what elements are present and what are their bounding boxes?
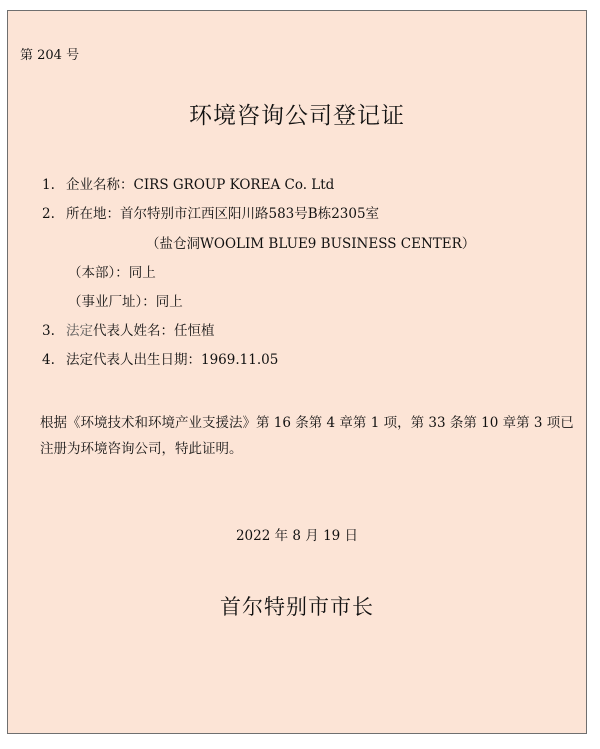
certificate xyxy=(7,10,587,734)
item-value: 1969.11.05 xyxy=(201,352,279,368)
item-value: 首尔特别市江西区阳川路583号B栋2305室 xyxy=(120,206,380,222)
issue-date: 2022 年 8 月 19 日 xyxy=(235,528,359,544)
headquarters-value: 同上 xyxy=(128,265,156,281)
item-label: 代表人姓名： xyxy=(93,323,174,339)
item-index: 3. xyxy=(42,323,55,339)
item-value: 任恒植 xyxy=(174,323,215,339)
certificate-number: 第 204 号 xyxy=(20,48,80,63)
item-company-name xyxy=(42,173,334,193)
item-index: 1. xyxy=(42,177,55,193)
factory-label: （事业厂址）： xyxy=(68,294,156,310)
item-value: CIRS GROUP KOREA Co. Ltd xyxy=(133,177,335,193)
factory-line xyxy=(68,290,183,310)
item-label-prefix: 法定 xyxy=(66,323,93,339)
item-representative-birthdate xyxy=(42,348,278,368)
headquarters-line xyxy=(68,261,156,281)
address-line-2: （盐仓洞WOOLIM BLUE9 BUSINESS CENTER） xyxy=(146,236,476,252)
item-index: 4. xyxy=(42,352,55,368)
item-label: 企业名称： xyxy=(66,177,134,193)
issuer: 首尔特别市市长 xyxy=(220,595,374,619)
item-representative-name xyxy=(42,319,215,339)
factory-value: 同上 xyxy=(155,294,183,310)
item-index: 2. xyxy=(42,206,55,222)
item-location xyxy=(42,202,379,222)
item-label: 法定代表人出生日期： xyxy=(66,352,201,368)
certificate-title: 环境咨询公司登记证 xyxy=(189,103,405,129)
headquarters-label: （本部）： xyxy=(68,265,129,281)
certification-statement: 根据《环境技术和环境产业支援法》第 16 条第 4 章第 1 项，第 33 条第 10 章第 3 项已注册为环境咨询公司，特此证明。 xyxy=(40,415,574,457)
item-label: 所在地： xyxy=(66,206,120,222)
